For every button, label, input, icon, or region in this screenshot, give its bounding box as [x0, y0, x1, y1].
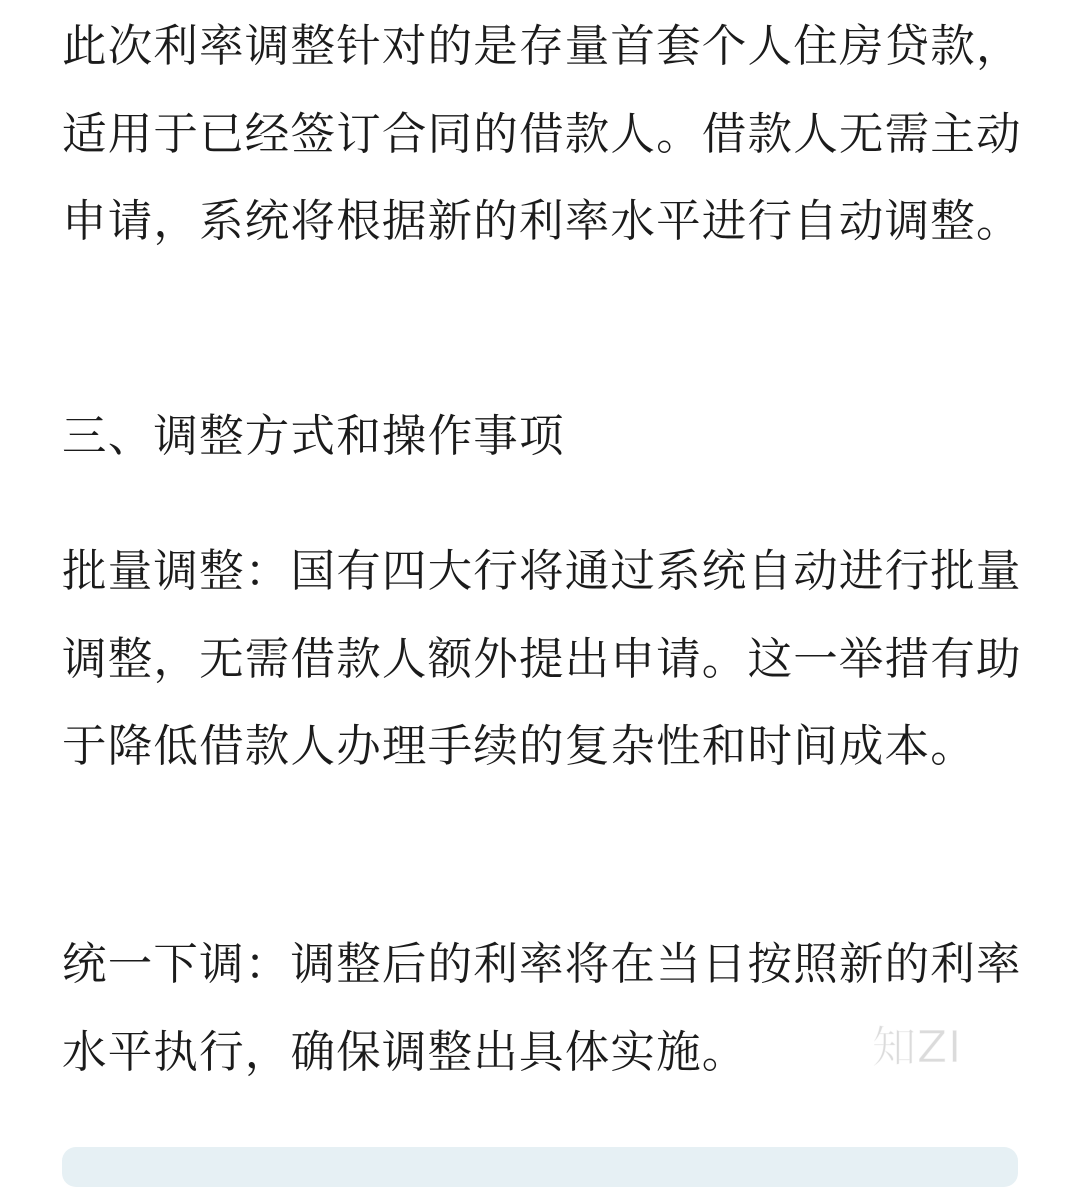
paragraph-unified-reduction: 统一下调：调整后的利率将在当日按照新的利率水平执行，确保调整出具体实施。 [62, 939, 1022, 1078]
section-heading-adjustment-method: 三、调整方式和操作事项 [62, 411, 565, 462]
paragraph-batch-adjustment: 批量调整：国有四大行将通过系统自动进行批量调整，无需借款人额外提出申请。这一举措有助于降低借款人办理手续的复杂性和时间成本。 [62, 546, 1022, 772]
watermark-logo: 知ZI [872, 1022, 963, 1073]
paragraph-scope: 此次利率调整针对的是存量首套个人住房贷款，适用于已经签订合同的借款人。借款人无需主动申请，系统将根据新的利率水平进行自动调整。 [62, 21, 1022, 247]
next-content-card[interactable] [62, 1147, 1018, 1187]
